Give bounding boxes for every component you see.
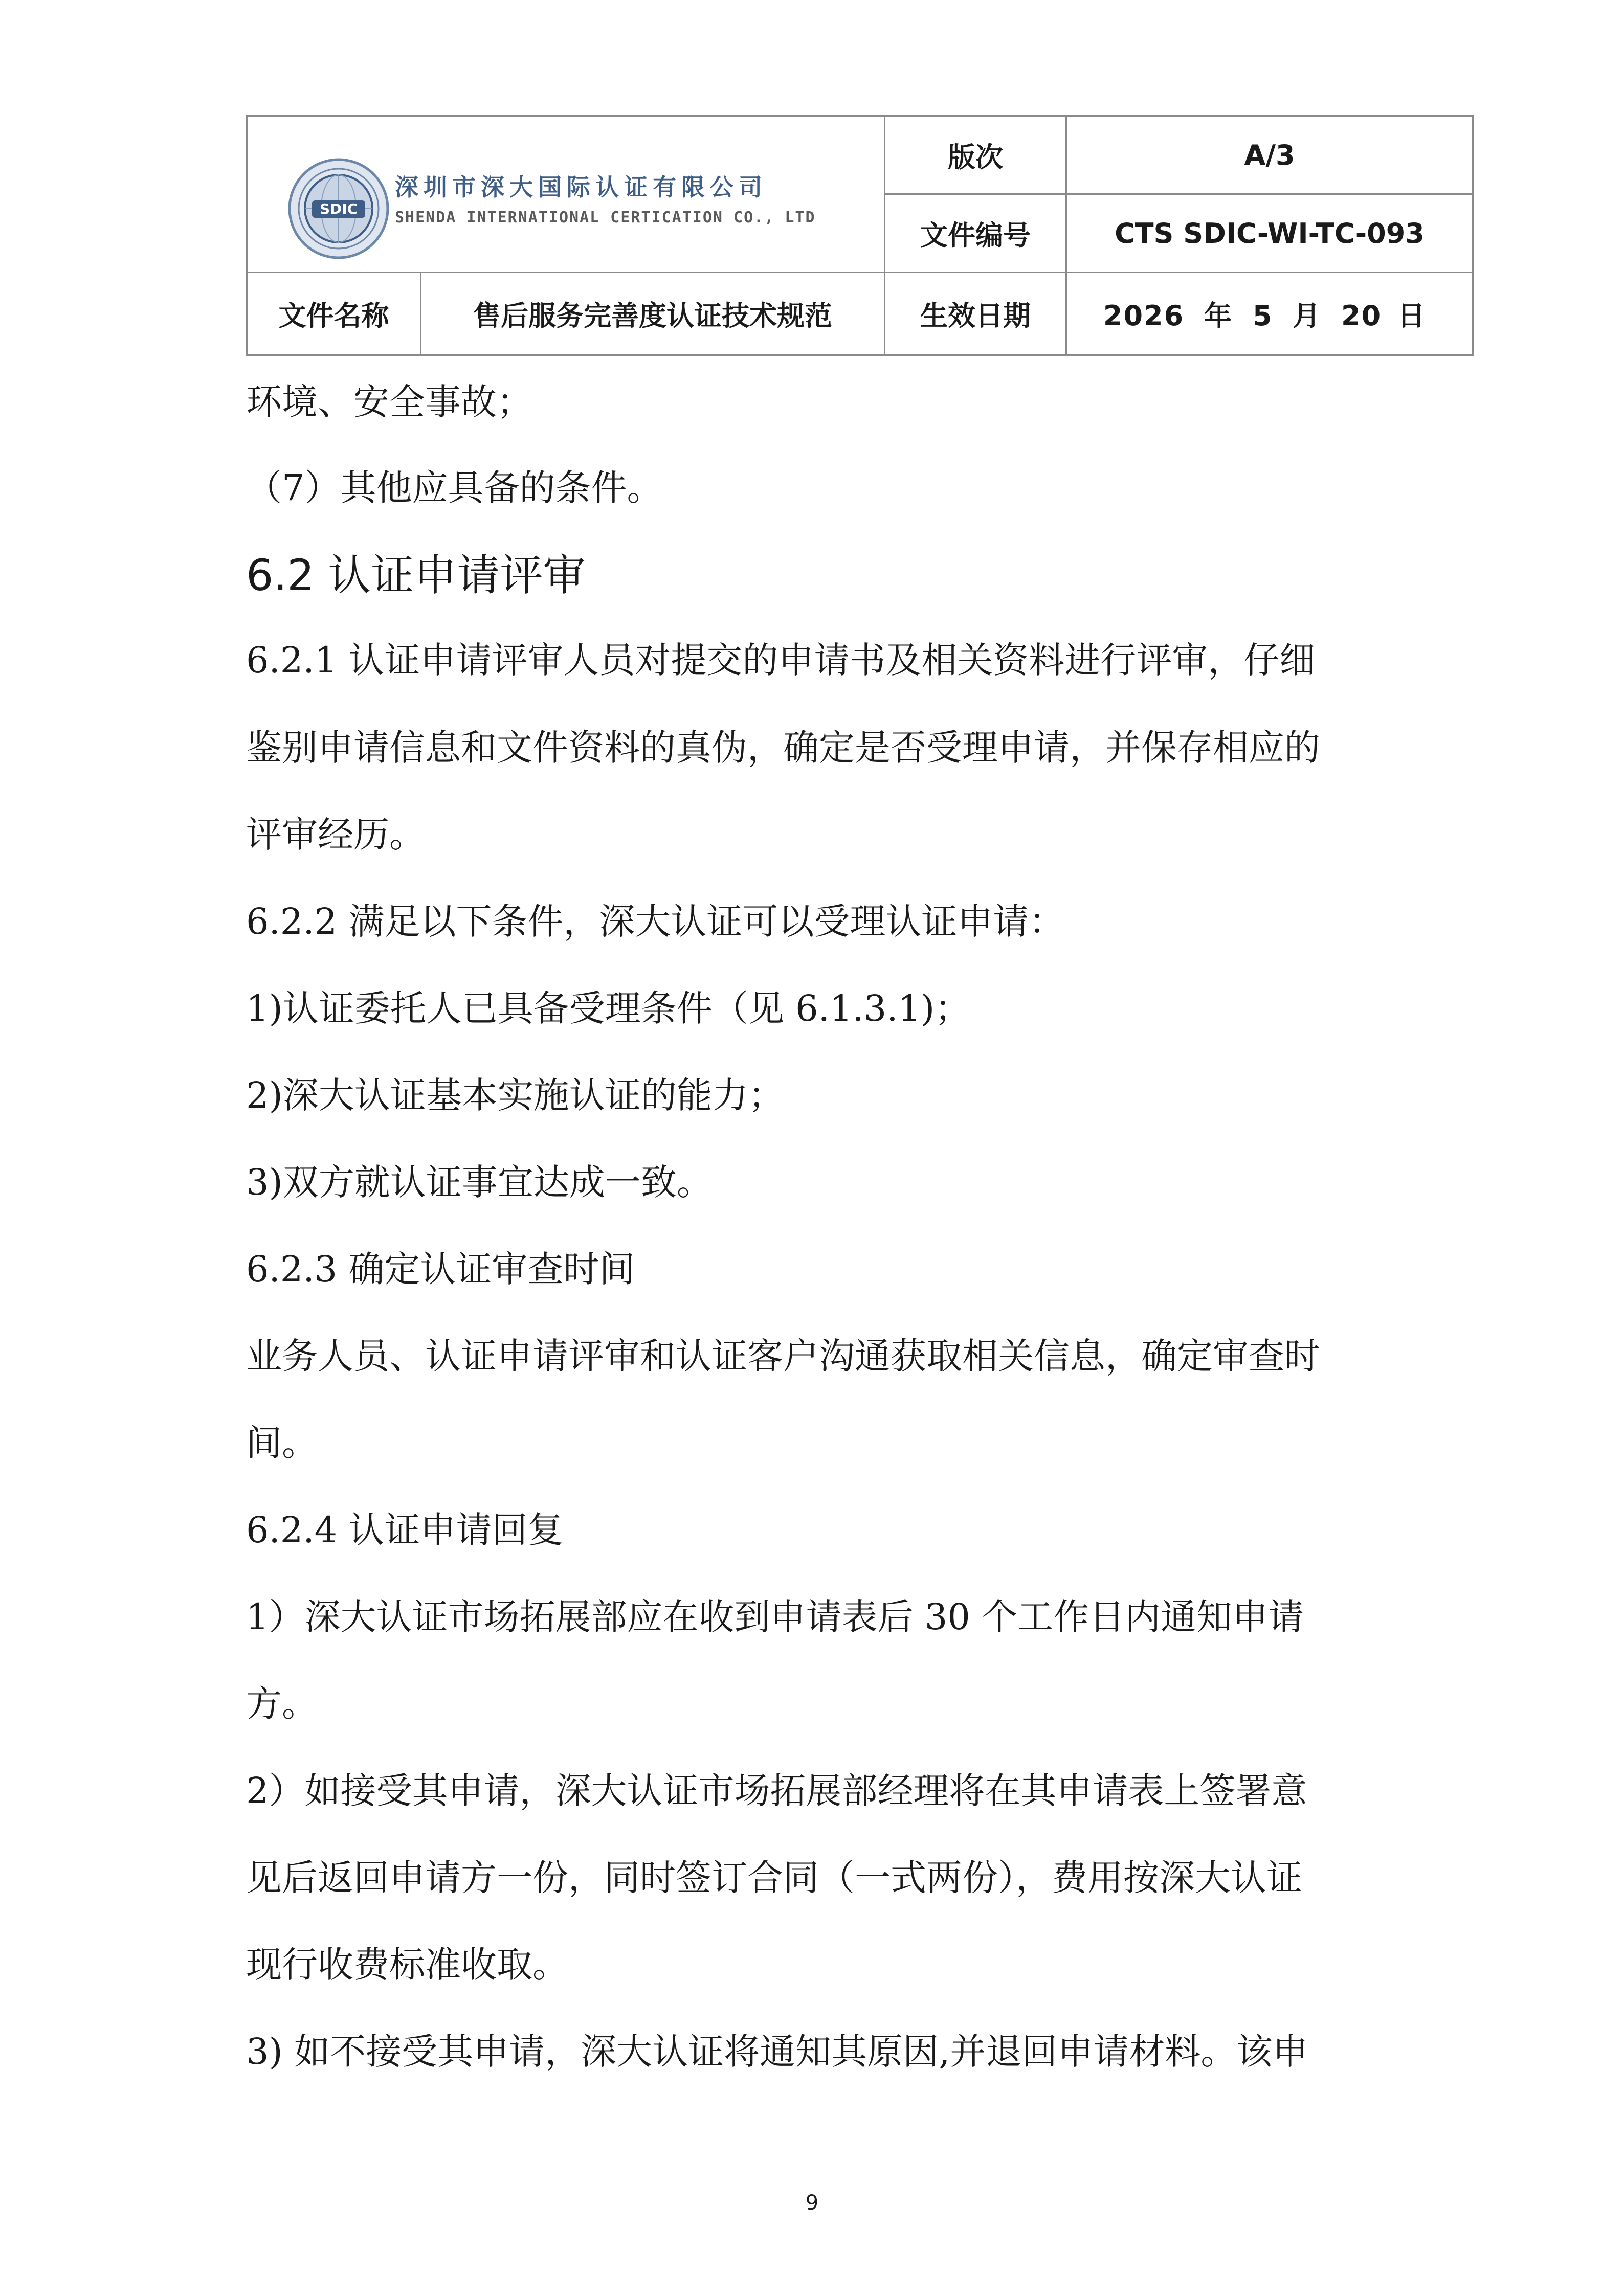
body-line: 2)深大认证基本实施认证的能力； [246,1074,784,1116]
doc-name-label: 文件名称 [247,273,421,355]
body-line: 业务人员、认证申请评审和认证客户沟通获取相关信息，确定审查时 [246,1335,1320,1377]
date-day: 20 [1341,300,1382,332]
body-line: 3)双方就认证事宜达成一致。 [246,1161,713,1203]
company-name-en: SHENDA INTERNATIONAL CERTICATION CO., LTD [395,209,816,227]
body-line: 见后返回申请方一份，同时签订合同（一式两份），费用按深大认证 [246,1857,1302,1899]
subsection-heading: 6.2.3 确定认证审查时间 [246,1248,635,1290]
body-line: 6.2.1 认证申请评审人员对提交的申请书及相关资料进行评审，仔细 [246,639,1316,681]
company-logo-cell [247,116,885,273]
section-heading: 6.2 认证申请评审 [246,550,586,600]
body-line: 环境、安全事故； [246,381,532,423]
date-month-unit: 月 [1293,300,1322,332]
company-name-cn: 深圳市深大国际认证有限公司 [395,173,767,201]
company-seal-icon [287,157,390,260]
date-year: 2026 [1103,300,1185,332]
body-line: 1）深大认证市场拓展部应在收到申请表后 30 个工作日内通知申请 [246,1596,1304,1638]
body-line: 间。 [246,1422,318,1464]
edition-value: A/3 [1066,116,1473,194]
body-line: 2）如接受其申请，深大认证市场拓展部经理将在其申请表上签署意 [246,1770,1307,1812]
page-number: 9 [805,2191,819,2215]
date-day-unit: 日 [1397,300,1426,332]
company-logo [287,157,876,234]
date-year-unit: 年 [1204,300,1233,332]
subsection-heading: 6.2.4 认证申请回复 [246,1509,564,1551]
date-month: 5 [1252,300,1273,332]
doc-name-value: 售后服务完善度认证技术规范 [421,273,885,355]
body-line: 6.2.2 满足以下条件，深大认证可以受理认证申请： [246,901,1065,942]
effective-date-value [1066,273,1473,355]
body-line: 3) 如不接受其申请，深大认证将通知其原因,并退回申请材料。该申 [246,2031,1308,2073]
body-line: 现行收费标准收取。 [246,1944,568,1986]
logo-text: SDIC [319,200,358,217]
body-line: 方。 [246,1683,318,1725]
body-line: （7）其他应具备的条件。 [246,467,663,509]
doc-number-label: 文件编号 [885,194,1066,273]
body-line: 鉴别申请信息和文件资料的真伪，确定是否受理申请，并保存相应的 [246,727,1320,769]
doc-number-value: CTS SDIC-WI-TC-093 [1066,194,1473,273]
body-line: 评审经历。 [246,814,425,856]
effective-date-label: 生效日期 [885,273,1066,355]
body-line: 1)认证委托人已具备受理条件（见 6.1.3.1)； [246,987,971,1029]
document-header-table [246,115,1474,356]
edition-label: 版次 [885,116,1066,194]
